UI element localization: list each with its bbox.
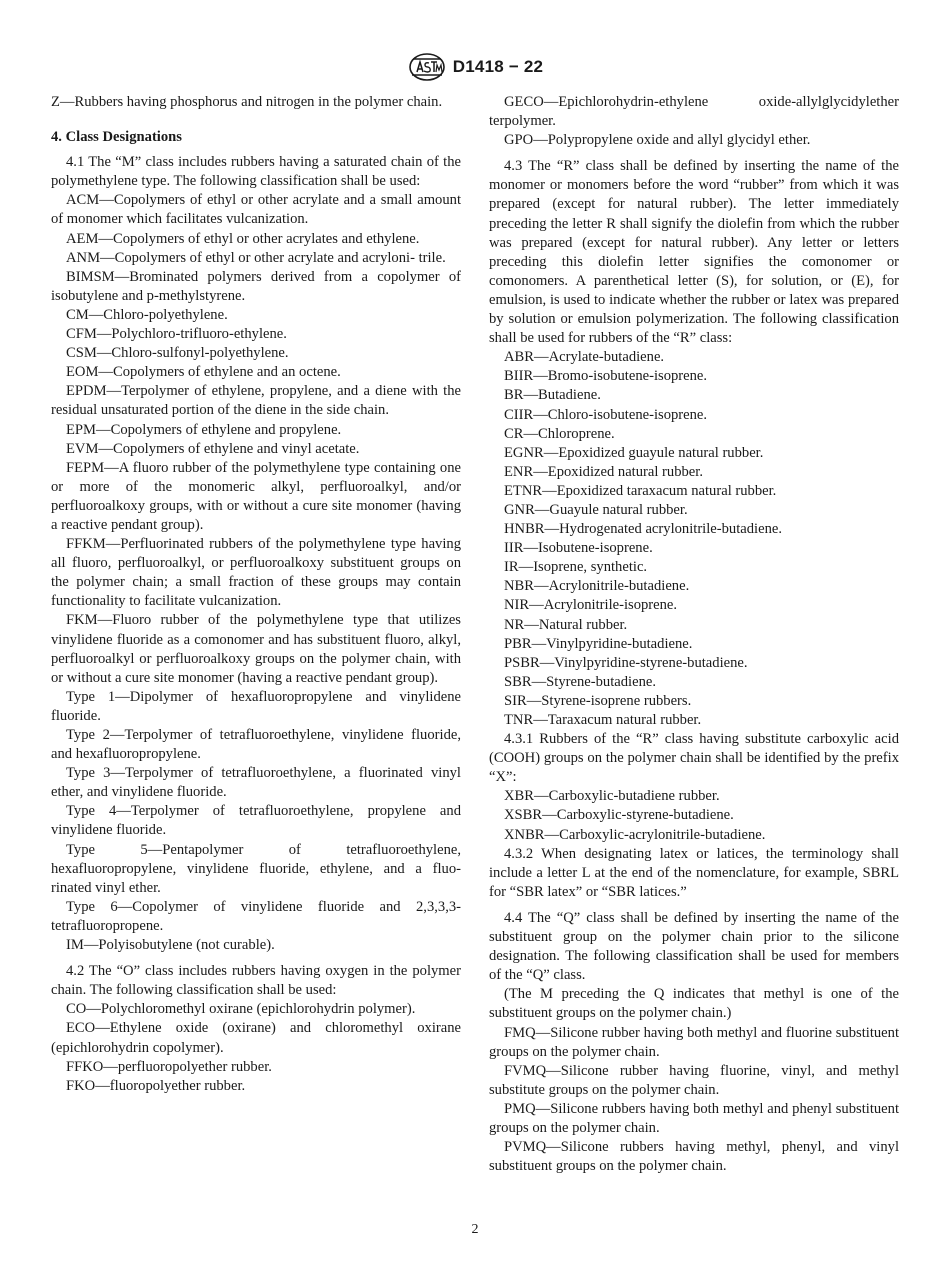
definition-epm: EPM—Copolymers of ethylene and propylene. xyxy=(66,421,342,438)
definition-sir: SIR—Styrene-isoprene rubbers. xyxy=(504,692,692,709)
definition-nir: NIR—Acrylonitrile-isoprene. xyxy=(504,597,678,614)
definition-ciir: CIIR—Chloro-isobutene-isoprene. xyxy=(504,406,708,423)
definition-biir: BIIR—Bromo-isobutene-isoprene. xyxy=(504,368,708,385)
definition-gpo: GPO—Polypropylene oxide and allyl glycidyl ether. xyxy=(504,132,811,149)
paragraph-4-2: 4.2 The “O” class includes rubbers having oxygen in the polymer chain. The following classification shall be used: xyxy=(51,963,461,999)
definition-psbr: PSBR—Vinylpyridine-styrene-butadiene. xyxy=(504,654,748,671)
definition-br: BR—Butadiene. xyxy=(504,387,601,404)
definition-cr: CR—Chloroprene. xyxy=(504,425,615,442)
definition-csm: CSM—Chloro-sulfonyl-polyethylene. xyxy=(66,345,289,362)
paragraph-4-3: 4.3 The “R” class shall be defined by inserting the name of the monomer or monomers before the word “rubber” from which it was prepared (except for natural rubber). The letter immediately preceding the letter R shall signify the diolefin from which the rubber was prepared (except for natural rubber). Any letter or letters preceding this diolefin letter signifies the comonomer or comonomers. A parenthetical letter (S), for solution, or (E), for emulsion, is used to indicate whether the rubber or latex was prepared by solution or emulsion polymerization. The following classification shall be used for rubbers of the “R” class: xyxy=(489,158,899,347)
definition-fkm: FKM—Fluoro rubber of the polymethylene type that utilizes vinylidene fluoride as a comonomer and has substituent fluoro, alkyl, perfluoroalkyl or perfluoroalkoxy groups on the polymer chain, with or without a cure site monomer (having a reactive pendant group). xyxy=(51,612,461,686)
definition-eom: EOM—Copolymers of ethylene and an octene. xyxy=(66,364,341,381)
fkm-type-2: Type 2—Terpolymer of tetrafluoroethylene, vinylidene fluoride, and hexafluoropropylene. xyxy=(51,727,461,763)
definition-nbr: NBR—Acrylonitrile-butadiene. xyxy=(504,578,690,595)
page-header xyxy=(0,52,950,86)
definition-fko: FKO—fluoropolyether rubber. xyxy=(66,1077,246,1094)
definition-iir: IIR—Isobutene-isoprene. xyxy=(504,540,653,557)
fkm-type-5: Type 5—Pentapolymer of tetrafluoroethylene, hexafluoropropylene, vinylidene fluoride, ethylene, and a fluo- rinated vinyl ether. xyxy=(51,841,461,896)
definition-nr: NR—Natural rubber. xyxy=(504,616,628,633)
fkm-type-3: Type 3—Terpolymer of tetrafluoroethylene, a fluorinated vinyl ether, and vinylidene fluoride. xyxy=(51,765,461,801)
definition-fepm: FEPM—A fluoro rubber of the polymethylene type containing one or more of the monomeric alkyl, perfluoroalkyl, and/or perfluoroalkoxy groups, with or without a cure site monomer (having a reactive pendant group). xyxy=(51,459,461,533)
definition-xbr: XBR—Carboxylic-butadiene rubber. xyxy=(504,788,720,805)
fkm-type-1: Type 1—Dipolymer of hexafluoropropylene and vinylidene fluoride. xyxy=(51,688,461,724)
paragraph-4-1: 4.1 The “M” class includes rubbers having a saturated chain of the polymethylene type. The following classification shall be used: xyxy=(51,154,461,190)
definition-co: CO—Polychloromethyl oxirane (epichlorohydrin polymer). xyxy=(66,1001,416,1018)
definition-hnbr: HNBR—Hydrogenated acrylonitrile-butadiene. xyxy=(504,521,783,538)
definition-gnr: GNR—Guayule natural rubber. xyxy=(504,501,688,518)
paragraph-4-3-1: 4.3.1 Rubbers of the “R” class having substitute carboxylic acid (COOH) groups on the polymer chain shall be identified by the prefix “X”: xyxy=(489,731,899,786)
definition-pvmq: PVMQ—Silicone rubbers having methyl, phenyl, and vinyl substituent groups on the polymer chain. xyxy=(489,1139,899,1175)
paragraph-4-3-2: 4.3.2 When designating latex or latices, the terminology shall include a letter L at the end of the nomenclature, for example, SBRL for “SBR latex” or “SBR latices.” xyxy=(489,845,899,900)
definition-im: IM—Polyisobutylene (not curable). xyxy=(66,937,275,954)
definition-acm: ACM—Copolymers of ethyl or other acrylate and a small amount of monomer which facilitates vulcanization. xyxy=(51,192,461,228)
page-number: 2 xyxy=(471,1222,479,1237)
definition-xsbr: XSBR—Carboxylic-styrene-butadiene. xyxy=(504,807,734,824)
definition-fmq: FMQ—Silicone rubber having both methyl and fluorine substituent groups on the polymer chain. xyxy=(489,1024,899,1060)
definition-epdm: EPDM—Terpolymer of ethylene, propylene, and a diene with the residual unsaturated portion of the diene in the side chain. xyxy=(51,383,461,419)
fkm-type-4: Type 4—Terpolymer of tetrafluoroethylene, propylene and vinylidene fluoride. xyxy=(51,803,461,839)
definition-fvmq: FVMQ—Silicone rubber having fluorine, vinyl, and methyl substitute groups on the polymer chain. xyxy=(489,1062,899,1098)
section-4-heading: 4. Class Designations xyxy=(51,129,182,146)
definition-ffkm: FFKM—Perfluorinated rubbers of the polymethylene type having all fluoro, perfluoroalkyl, or perfluoroalkoxy substituent groups on the polymer chain; a small fraction of these groups may contain functionality to facilitate vulcanization. xyxy=(51,536,461,610)
definition-enr: ENR—Epoxidized natural rubber. xyxy=(504,463,703,480)
definition-cfm: CFM—Polychloro-trifluoro-ethylene. xyxy=(66,326,287,343)
definition-tnr: TNR—Taraxacum natural rubber. xyxy=(504,712,702,728)
z-definition: Z—Rubbers having phosphorus and nitrogen in the polymer chain. xyxy=(51,94,443,110)
left-column xyxy=(51,93,461,1096)
q-class-note: (The M preceding the Q indicates that methyl is one of the substituent groups on the polymer chain.) xyxy=(489,986,899,1022)
definition-pmq: PMQ—Silicone rubbers having both methyl and phenyl substituent groups on the polymer chain. xyxy=(489,1100,899,1136)
definition-bimsm: BIMSM—Brominated polymers derived from a copolymer of isobutylene and p-methylstyrene. xyxy=(51,268,461,304)
astm-logo-icon xyxy=(407,52,447,82)
paragraph-4-4: 4.4 The “Q” class shall be defined by inserting the name of the substituent group on the polymer chain prior to the silicone designation. The following classification shall be used for members of the “Q” class. xyxy=(489,909,899,984)
definition-abr: ABR—Acrylate-butadiene. xyxy=(504,349,665,366)
right-column xyxy=(489,93,899,1176)
document-designation: D1418 − 22 xyxy=(452,57,544,76)
definition-pbr: PBR—Vinylpyridine-butadiene. xyxy=(504,635,693,652)
fkm-type-6: Type 6—Copolymer of vinylidene fluoride and 2,3,3,3- tetrafluoropropene. xyxy=(51,898,461,934)
definition-geco: GECO—Epichlorohydrin-ethylene oxide-allylglycidylether terpolymer. xyxy=(489,94,899,130)
definition-etnr: ETNR—Epoxidized taraxacum natural rubber. xyxy=(504,482,777,499)
definition-cm: CM—Chloro-polyethylene. xyxy=(66,306,228,323)
definition-ffko: FFKO—perfluoropolyether rubber. xyxy=(66,1058,272,1075)
definition-xnbr: XNBR—Carboxylic-acrylonitrile-butadiene. xyxy=(504,826,766,843)
definition-ir: IR—Isoprene, synthetic. xyxy=(504,559,648,576)
definition-aem: AEM—Copolymers of ethyl or other acrylates and ethylene. xyxy=(66,230,420,247)
definition-anm: ANM—Copolymers of ethyl or other acrylate and acryloni- trile. xyxy=(66,249,446,266)
definition-eco: ECO—Ethylene oxide (oxirane) and chloromethyl oxirane (epichlorohydrin copolymer). xyxy=(51,1020,461,1056)
definition-sbr: SBR—Styrene-butadiene. xyxy=(504,673,656,690)
definition-egnr: EGNR—Epoxidized guayule natural rubber. xyxy=(504,444,764,461)
definition-evm: EVM—Copolymers of ethylene and vinyl acetate. xyxy=(66,440,360,457)
